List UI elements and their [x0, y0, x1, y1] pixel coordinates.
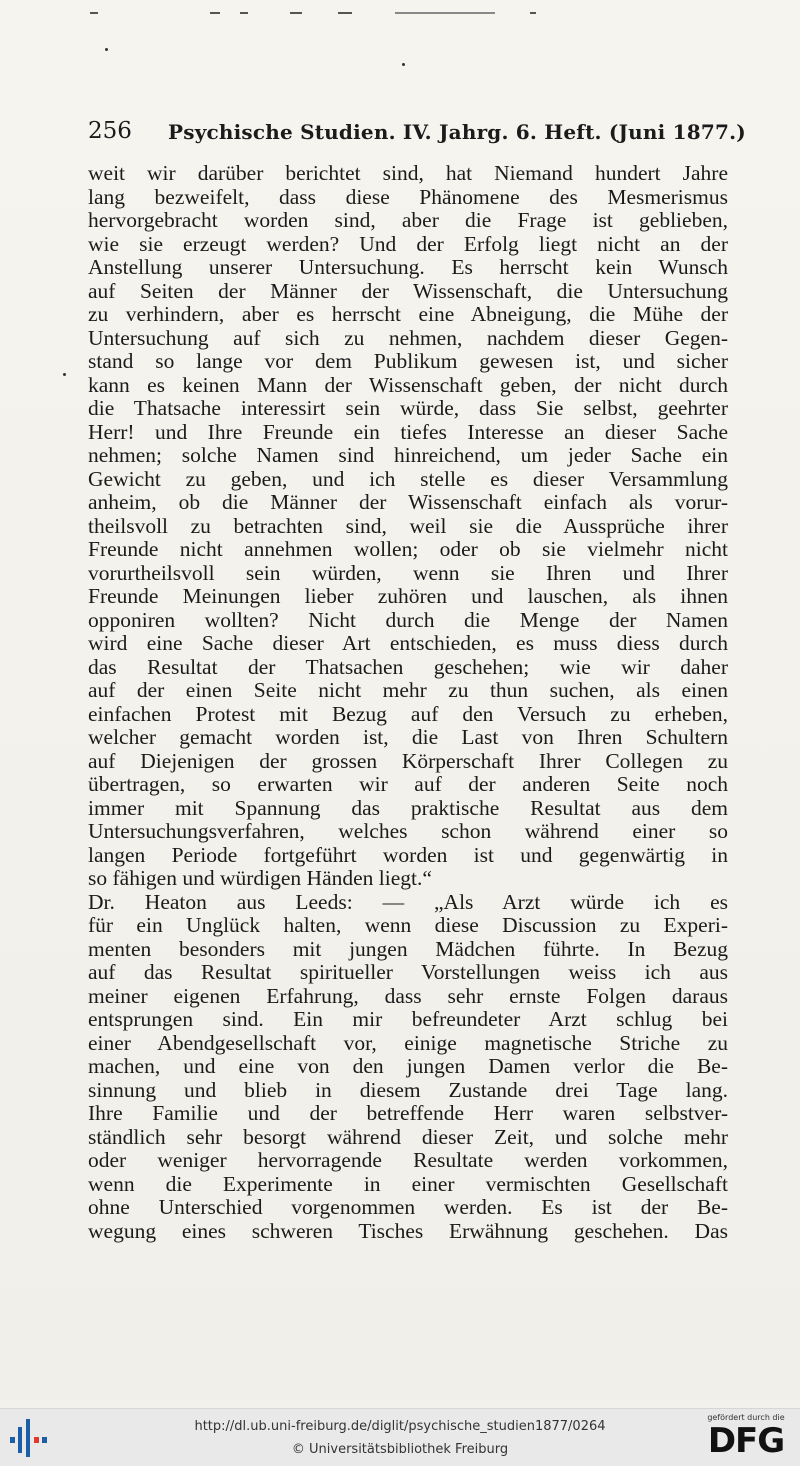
text-line: auf Diejenigen der grossen Körperschaft Ihrer Collegen zu	[88, 749, 728, 773]
text-line: wenn die Experimente in einer vermischten Gesellschaft	[88, 1172, 728, 1196]
text-line: ohne Unterschied vorgenommen werden. Es ist der Be-	[88, 1196, 728, 1219]
text-line: auf der einen Seite nicht mehr zu thun suchen, als einen	[88, 679, 728, 702]
scan-speck	[63, 373, 66, 376]
text-line: sinnung und blieb in diesem Zustande drei Tage lang.	[88, 1078, 728, 1102]
copyright-notice: © Universitätsbibliothek Freiburg	[291, 1442, 509, 1457]
text-line: zu verhindern, aber es herrscht eine Abneigung, die Mühe der	[88, 303, 728, 326]
scan-speck	[402, 63, 405, 66]
text-line: auf Seiten der Männer der Wissenschaft, die Untersuchung	[88, 279, 728, 303]
scan-speck	[105, 48, 108, 51]
text-line: übertragen, so erwarten wir auf der anderen Seite noch	[88, 773, 728, 796]
text-line: für ein Unglück halten, wenn diese Discussion zu Experi-	[88, 914, 728, 937]
text-line: langen Periode fortgeführt worden ist und gegenwärtig in	[88, 843, 728, 867]
text-line: ständlich sehr besorgt während dieser Zeit, und solche mehr	[88, 1125, 728, 1149]
journal-title: Psychische Studien. IV. Jahrg. 6. Heft. (Juni 1877.)	[168, 120, 746, 144]
text-line: Untersuchung auf sich zu nehmen, nachdem dieser Gegen-	[88, 326, 728, 350]
text-line: stand so lange vor dem Publikum gewesen ist, und sicher	[88, 350, 728, 373]
text-line: anheim, ob die Männer der Wissenschaft einfach als vorur-	[88, 491, 728, 514]
text-line: die Thatsache interessirt sein würde, dass Sie selbst, geehrter	[88, 397, 728, 420]
running-head	[88, 118, 746, 148]
text-line: Untersuchungsverfahren, welches schon während einer so	[88, 820, 728, 843]
scan-artifacts	[90, 6, 560, 20]
text-line: wie sie erzeugt werden? Und der Erfolg liegt nicht an der	[88, 232, 728, 256]
text-line: Anstellung unserer Untersuchung. Es herrscht kein Wunsch	[88, 256, 728, 279]
text-line: wegung eines schweren Tisches Erwähnung geschehen. Das	[88, 1219, 728, 1243]
text-line: das Resultat der Thatsachen geschehen; wie wir daher	[88, 655, 728, 679]
text-line: immer mit Spannung das praktische Resultat aus dem	[88, 796, 728, 820]
page-number: 256	[88, 118, 132, 144]
text-line: Herr! und Ihre Freunde ein tiefes Interesse an dieser Sache	[88, 420, 728, 444]
text-line: so fähigen und würdigen Händen liegt.“	[88, 867, 432, 890]
text-line: welcher gemacht worden ist, die Last von Ihren Schultern	[88, 726, 728, 749]
body-text	[88, 162, 728, 1243]
text-line: nehmen; solche Namen sind hinreichend, um jeder Sache ein	[88, 444, 728, 467]
dfg-logo	[700, 1413, 792, 1463]
text-line: hervorgebracht worden sind, aber die Frage ist geblieben,	[88, 209, 728, 232]
text-line: weit wir darüber berichtet sind, hat Niemand hundert Jahre	[88, 162, 728, 185]
text-line: lang bezweifelt, dass diese Phänomene des Mesmerismus	[88, 185, 728, 209]
text-line: Freunde nicht annehmen wollen; oder ob sie vielmehr nicht	[88, 538, 728, 561]
text-line: einer Abendgesellschaft vor, einige magnetische Striche zu	[88, 1031, 728, 1055]
text-line: opponiren wollten? Nicht durch die Menge der Namen	[88, 608, 728, 632]
text-line: meiner eigenen Erfahrung, dass sehr ernste Folgen daraus	[88, 984, 728, 1008]
text-line: Gewicht zu geben, und ich stelle es dieser Versammlung	[88, 467, 728, 491]
text-line: wird eine Sache dieser Art entschieden, es muss diess durch	[88, 632, 728, 655]
text-line: Ihre Familie und der betreffende Herr waren selbstver-	[88, 1102, 728, 1125]
text-line: Dr. Heaton aus Leeds: — „Als Arzt würde ich es	[88, 890, 728, 914]
text-line: auf das Resultat spiritueller Vorstellungen weiss ich aus	[88, 961, 728, 984]
dfg-wordmark: DFG	[707, 1421, 785, 1461]
text-line: kann es keinen Mann der Wissenschaft geben, der nicht durch	[88, 373, 728, 397]
text-line: vorurtheilsvoll sein würden, wenn sie Ihren und Ihrer	[88, 561, 728, 585]
text-line: Freunde Meinungen lieber zuhören und lauschen, als ihnen	[88, 585, 728, 608]
text-line: oder weniger hervorragende Resultate werden vorkommen,	[88, 1149, 728, 1172]
source-url[interactable]: http://dl.ub.uni-freiburg.de/diglit/psychische_studien1877/0264	[194, 1419, 606, 1434]
text-line: theilsvoll zu betrachten sind, weil sie die Aussprüche ihrer	[88, 514, 728, 538]
dfg-caption: gefördert durch die	[707, 1413, 785, 1422]
text-line: machen, und eine von den jungen Damen verlor die Be-	[88, 1055, 728, 1078]
text-line: entsprungen sind. Ein mir befreundeter Arzt schlug bei	[88, 1008, 728, 1031]
text-line: einfachen Protest mit Bezug auf den Versuch zu erheben,	[88, 702, 728, 726]
footer-bar	[0, 1408, 800, 1466]
text-line: menten besonders mit jungen Mädchen führte. In Bezug	[88, 937, 728, 961]
